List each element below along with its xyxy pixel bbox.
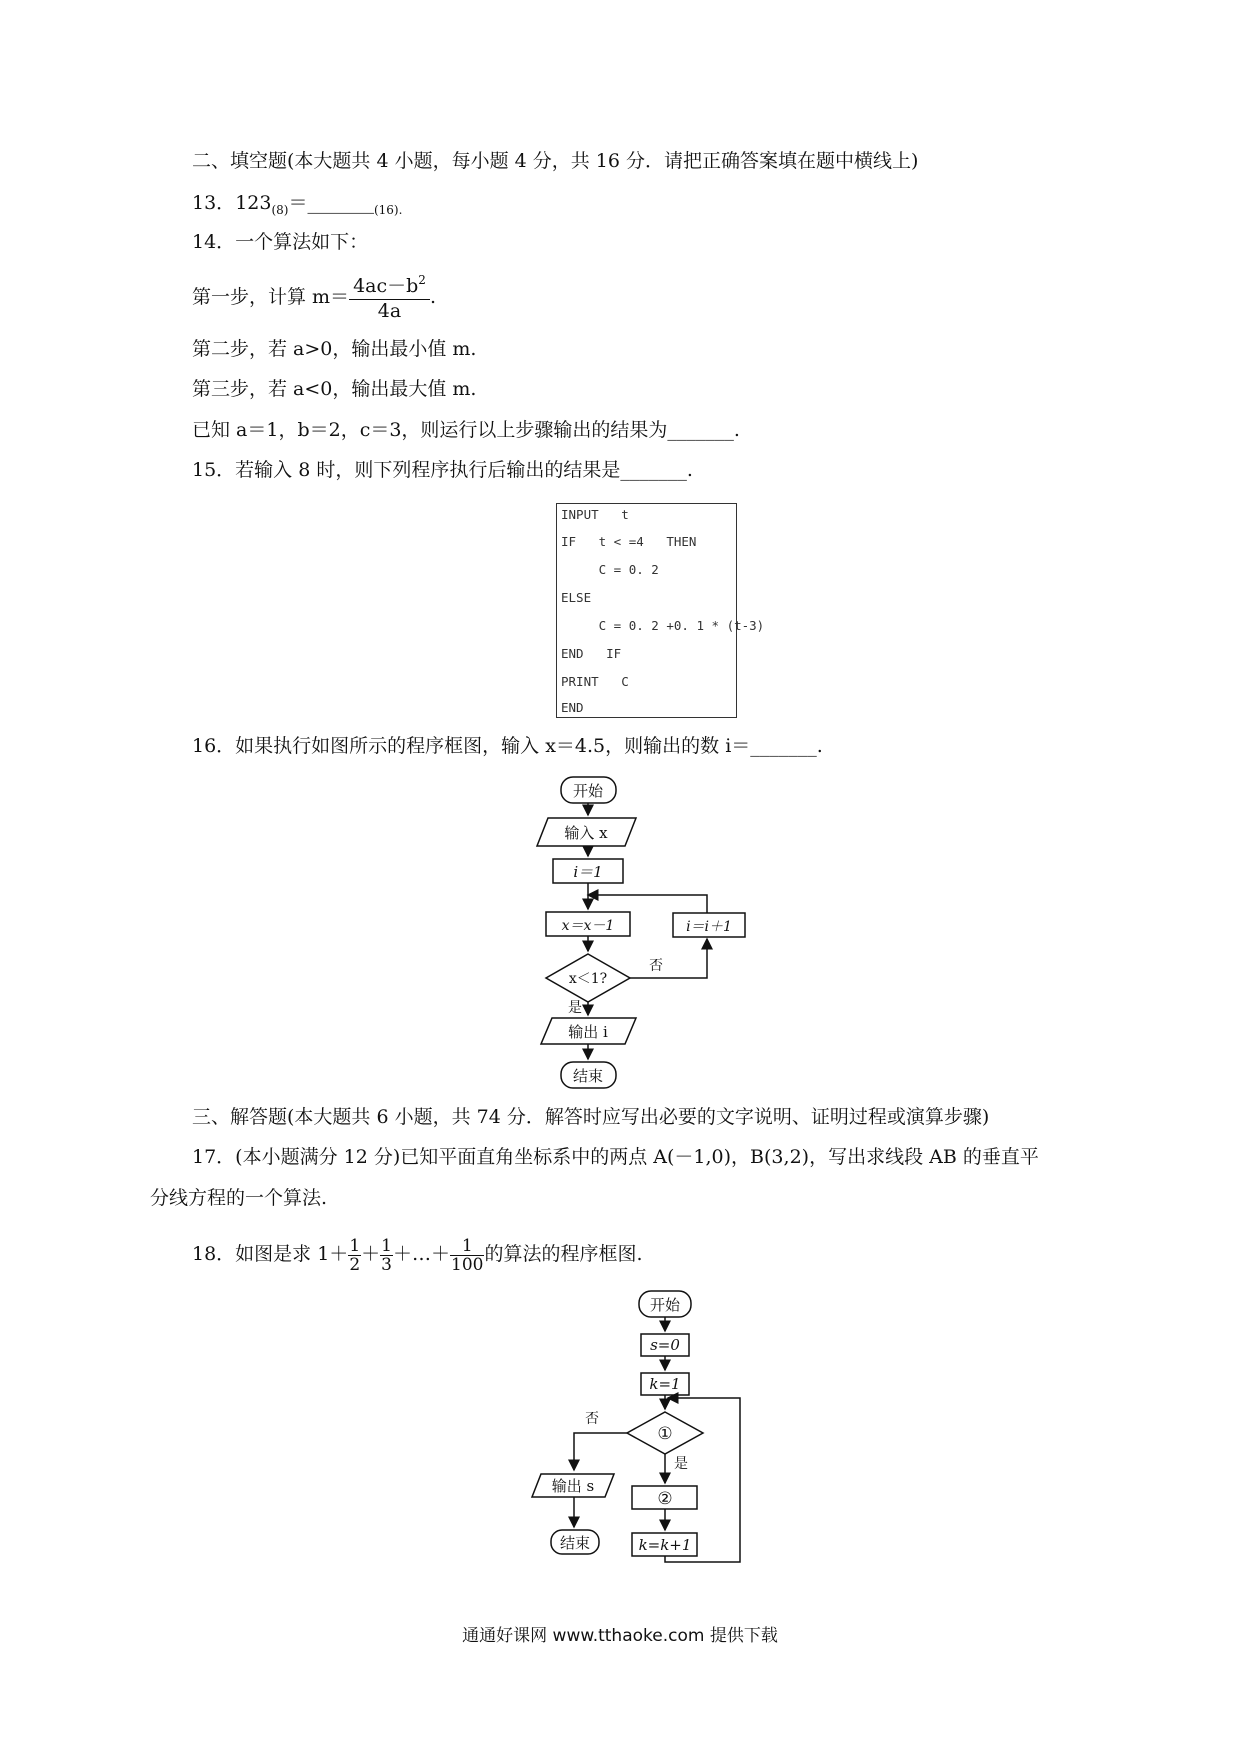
fc16-yes-label: 是 — [568, 1000, 582, 1016]
code-line: C = 0. 2 — [561, 562, 659, 577]
question-18 — [192, 1230, 643, 1278]
step1-denominator: 4a — [377, 299, 402, 322]
code-line: INPUT t — [561, 507, 629, 522]
fc16-inc-label: i＝i＋1 — [686, 919, 732, 935]
section-heading-fill-blank: 二、填空题(本大题共 4 小题，每小题 4 分，共 16 分．请把正确答案填在题中横线上) — [192, 150, 919, 172]
fc16-output-label: 输出 i — [568, 1023, 608, 1041]
fc16-cond-label: x＜1? — [568, 971, 608, 987]
question-14-given: 已知 a＝1，b＝2，c＝3，则运行以上步骤输出的结果为_______. — [192, 419, 740, 441]
fraction-1-3 — [380, 1237, 393, 1274]
step1-suffix: . — [429, 286, 436, 308]
denominator: 100 — [451, 1254, 484, 1275]
code-line: IF t < =4 THEN — [561, 534, 697, 549]
fc16-dec-label: x＝x－1 — [561, 918, 615, 934]
question-17-line2: 分线方程的一个算法. — [150, 1187, 328, 1209]
question-14-step3: 第三步，若 a<0，输出最大值 m. — [192, 378, 477, 400]
fraction-1-2 — [348, 1237, 361, 1274]
code-line: PRINT C — [561, 674, 629, 689]
q13-blank: ＝_______ — [288, 192, 374, 214]
denominator: 3 — [381, 1254, 392, 1275]
fraction-1-100 — [450, 1237, 484, 1274]
fc16-init-label: i＝1 — [573, 863, 603, 881]
step1-exponent: 2 — [418, 272, 426, 287]
fc18-start-label: 开始 — [649, 1296, 681, 1314]
fc16-end-label: 结束 — [572, 1067, 604, 1085]
denominator: 2 — [349, 1254, 361, 1275]
step1-prefix: 第一步，计算 m＝ — [192, 286, 350, 308]
fc16-start-label: 开始 — [572, 782, 604, 800]
q18-suffix: 的算法的程序框图. — [484, 1243, 643, 1265]
code-line: ELSE — [561, 590, 592, 605]
numerator: 1 — [349, 1235, 361, 1256]
question-14-step2: 第二步，若 a>0，输出最小值 m. — [192, 338, 477, 360]
q13-base-from: (8) — [271, 203, 289, 217]
step1-numerator: 4ac－b — [353, 274, 419, 297]
question-17-line1: 17．(本小题满分 12 分)已知平面直角坐标系中的两点 A(－1,0)，B(3,2)，写出求线段 AB 的垂直平 — [192, 1146, 1039, 1168]
fc18-output-label: 输出 s — [551, 1477, 595, 1495]
fc18-k1-label: k=1 — [649, 1375, 681, 1393]
code-line: C = 0. 2 +0. 1 * (t-3) — [561, 618, 765, 633]
fc18-s0-label: s=0 — [650, 1336, 680, 1354]
q13-number: 13． — [192, 192, 236, 214]
q13-base-number: 123 — [235, 192, 272, 214]
question-16: 16．如果执行如图所示的程序框图，输入 x＝4.5，则输出的数 i＝_______. — [192, 735, 823, 757]
fc18-end-label: 结束 — [559, 1534, 591, 1552]
code-line: END — [561, 700, 584, 715]
numerator: 1 — [381, 1235, 392, 1256]
plus-sign: ＋ — [361, 1243, 381, 1265]
q13-base-to: (16). — [373, 203, 403, 217]
plus-ellipsis: ＋…＋ — [392, 1243, 450, 1265]
fc16-input-label: 输入 x — [564, 824, 608, 842]
code-line: END IF — [561, 646, 622, 661]
fc18-yes-label: 是 — [674, 1456, 688, 1472]
question-14-intro: 14．一个算法如下： — [192, 231, 369, 253]
page-footer: 通通好课网 www.tthaoke.com 提供下载 — [462, 1626, 778, 1646]
fc18-cond-label: ① — [657, 1424, 673, 1444]
fc16-no-label: 否 — [649, 958, 663, 974]
fc18-box2-label: ② — [657, 1489, 673, 1509]
question-15: 15．若输入 8 时，则下列程序执行后输出的结果是_______. — [192, 459, 693, 481]
fc18-inc-label: k=k+1 — [638, 1536, 692, 1554]
section-heading-solve: 三、解答题(本大题共 6 小题，共 74 分．解答时应写出必要的文字说明、证明过程或演算步骤) — [192, 1106, 990, 1128]
q18-prefix: 18．如图是求 1＋ — [192, 1243, 349, 1265]
numerator: 1 — [450, 1237, 484, 1256]
fc18-no-label: 否 — [585, 1411, 599, 1427]
